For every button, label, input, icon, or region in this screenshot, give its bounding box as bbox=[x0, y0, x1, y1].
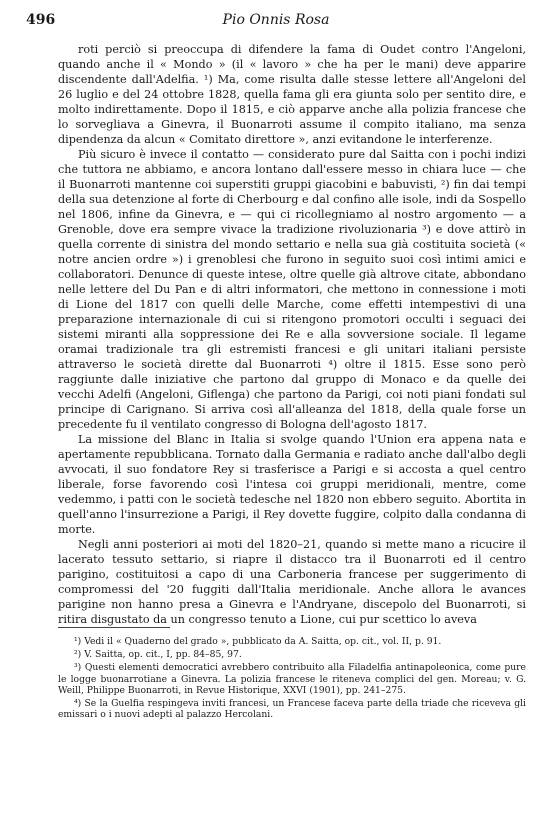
paragraph: Più sicuro è invece il contatto — considerato pure dal Saitta con i pochi indizi che tuttora ne abbiamo, e ancora lontano dall'essere messo in chiara luce — che il Buonarroti mantenne coi superstiti gruppi giacobini e babuvisti, ²) fin dai tempi della sua detenzione al forte di Cherbourg e dal confino alle isole, indi da Sospello nel 1806, infine da Ginevra, e — qui ci ricollegniamo al nostro argomento — a Grenoble, dove era sempre vivace la tradizione rivoluzionaria ³) e dove attirò in quella corrente di sinistra del mondo settario e nella sua già costituita società (« notre ancien ordre ») i grenoblesi che furono in seguito suoi così intimi amici e collaboratori. Denunce di queste intese, oltre quelle già altrove citate, abbondano nelle lettere del Du Pan e di altri informatori, che mettono in connessione i moti di Lione del 1817 con quelli delle Marche, come effetti intempestivi di una preparazione internazionale di cui si ritengono promotori occulti i seguaci dei sistemi miranti alla soppressione dei Re e alla sovversione sociale. Il legame oramai tradizionale tra gli estremisti francesi e gli unitari italiani persiste attraverso le società dirette dal Buonarroti ⁴) oltre il 1815. Esse sono però raggiunte dalle iniziative che partono dal gruppo di Monaco e da quelle dei vecchi Adelfi (Angeloni, Giflenga) che partono da Parigi, coi noti piani fondati sul principe di Carignano. Si arriva così all'alleanza del 1818, della quale forse un precedente fu il ventilato congresso di Bologna dell'agosto 1817. bbox=[58, 148, 526, 431]
paragraph: roti perciò si preoccupa di difendere la fama di Oudet contro l'Angeloni, quando anche il « Mondo » (il « lavoro » che ha per le mani) deve apparire discendente dall'Adelfia. ¹) Ma, come risulta dalle stesse lettere all'Angeloni del 26 luglio e del 24 ottobre 1828, quella fama gli era giunta solo per sentito dire, e molto indirettamente. Dopo il 1815, e ciò apparve anche alla polizia francese che lo sorvegliava a Ginevra, il Buonarroti assume il compito italiano, ma senza dipendenza da alcun « Comitato direttore », anzi evitandone le interferenze. bbox=[58, 43, 526, 146]
footnote: ¹) Vedi il « Quaderno del grado », pubblicato da A. Saitta, op. cit., vol. II, p. 91. bbox=[74, 636, 442, 647]
page-number: 496 bbox=[26, 12, 56, 28]
paragraph: Negli anni posteriori ai moti del 1820–21, quando si mette mano a ricucire il lacerato tessuto settario, si riapre il distacco tra il Buonarroti ed il centro parigino, costituitosi a capo di una Carboneria francese per suggerimento di compromessi del '20 fuggiti dall'Italia meridionale. Anche allora le avances parigine non hanno presa a Ginevra e l'Andryane, discepolo del Buonarroti, si ritira disgustato da un congresso tenuto a Lione, cui pur scettico lo aveva bbox=[58, 538, 526, 626]
page-header bbox=[26, 8, 526, 32]
footnote-separator bbox=[58, 627, 170, 628]
footnote: ²) V. Saitta, op. cit., I, pp. 84–85, 97. bbox=[74, 649, 242, 661]
footnote: ³) Questi elementi democratici avrebbero contribuito alla Filadelfia antinapoleonica, come pure le logge buonarrotiane a Ginevra. La polizia francese le riteneva complici del gen. Moreau; v. G. Weill, Philippe Buonarroti, in Revue Historique, XXVI (1901), pp. 241–275. bbox=[58, 662, 526, 696]
running-title: Pio Onnis Rosa bbox=[222, 12, 330, 28]
paragraph: La missione del Blanc in Italia si svolge quando l'Union era appena nata e apertamente repubblicana. Tornato dalla Germania e radiato anche dall'albo degli avvocati, il suo fondatore Rey si trasferisce a Parigi e si accosta a quel centro liberale, forse favorendo così l'intesa coi gruppi meridionali, mentre, come vedemmo, i patti con le società tedesche nel 1820 non ebbero seguito. Abortita in quell'anno l'insurrezione a Parigi, il Rey dovette fuggire, colpito dalla condanna di morte. bbox=[58, 433, 526, 536]
footnotes bbox=[58, 636, 526, 722]
body-text bbox=[58, 42, 526, 627]
footnote: ⁴) Se la Guelfia respingeva inviti francesi, un Francese faceva parte della triade che riceveva gli emissari o i nuovi adepti al palazzo Hercolani. bbox=[58, 698, 526, 721]
